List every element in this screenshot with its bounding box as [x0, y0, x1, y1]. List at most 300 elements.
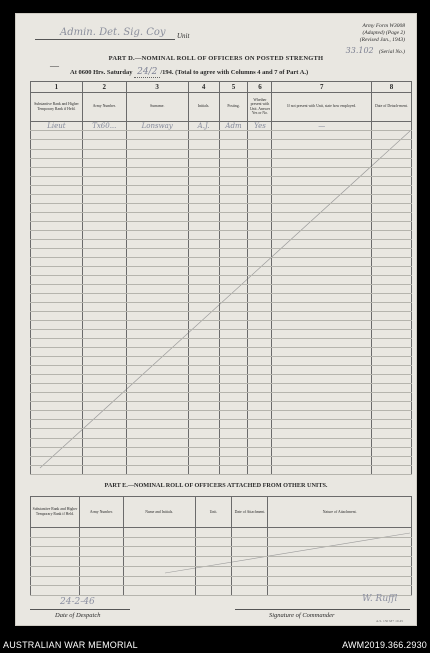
- blank-cell: [126, 330, 188, 339]
- blank-cell: [372, 167, 412, 176]
- blank-cell: [82, 257, 126, 266]
- blank-cell: [31, 312, 83, 321]
- blank-cell: [126, 321, 188, 330]
- blank-cell: [272, 185, 372, 194]
- blank-cell: [272, 375, 372, 384]
- blank-cell: [188, 330, 219, 339]
- blank-row: [31, 411, 412, 420]
- signature-line: [235, 609, 410, 610]
- blank-cell: [272, 330, 372, 339]
- blank-cell: [219, 230, 248, 239]
- blank-cell: [219, 312, 248, 321]
- blank-row: [31, 348, 412, 357]
- blank-cell: [126, 284, 188, 293]
- column-number: 8: [372, 82, 412, 93]
- blank-cell: [82, 294, 126, 303]
- blank-cell: [126, 230, 188, 239]
- surname-cell: Lonsway: [126, 121, 188, 130]
- blank-row: [31, 447, 412, 456]
- blank-cell: [31, 230, 83, 239]
- blank-cell: [82, 429, 126, 438]
- blank-cell: [82, 357, 126, 366]
- blank-cell: [268, 566, 412, 576]
- blank-cell: [219, 294, 248, 303]
- blank-cell: [188, 429, 219, 438]
- column-header-initials: Initials.: [188, 92, 219, 121]
- blank-cell: [188, 438, 219, 447]
- blank-cell: [79, 586, 123, 596]
- blank-cell: [31, 537, 80, 547]
- blank-cell: [31, 266, 83, 275]
- blank-cell: [248, 429, 272, 438]
- blank-cell: [188, 447, 219, 456]
- blank-cell: [372, 384, 412, 393]
- serial-label: (Serial No.): [379, 49, 405, 55]
- blank-cell: [219, 357, 248, 366]
- blank-cell: [31, 140, 83, 149]
- blank-cell: [272, 239, 372, 248]
- blank-cell: [219, 429, 248, 438]
- blank-cell: [82, 465, 126, 474]
- blank-cell: [188, 402, 219, 411]
- blank-cell: [248, 230, 272, 239]
- blank-cell: [219, 321, 248, 330]
- blank-cell: [219, 456, 248, 465]
- blank-cell: [188, 465, 219, 474]
- blank-row: [31, 465, 412, 474]
- blank-cell: [126, 366, 188, 375]
- blank-row: [31, 375, 412, 384]
- date-prefix: At 0600 Hrs. Saturday: [70, 69, 133, 76]
- column-header-unit: Unit.: [195, 497, 232, 528]
- blank-cell: [126, 294, 188, 303]
- blank-cell: [372, 402, 412, 411]
- blank-row: [31, 248, 412, 257]
- blank-cell: [31, 393, 83, 402]
- blank-row: [31, 537, 412, 547]
- blank-row: [31, 366, 412, 375]
- blank-cell: [272, 339, 372, 348]
- blank-cell: [248, 348, 272, 357]
- blank-cell: [188, 194, 219, 203]
- blank-cell: [31, 185, 83, 194]
- form-id-line: Army Form W3008: [362, 23, 405, 29]
- blank-cell: [372, 456, 412, 465]
- blank-cell: [372, 185, 412, 194]
- blank-cell: [126, 248, 188, 257]
- blank-row: [31, 194, 412, 203]
- roll-date-line: [70, 67, 308, 77]
- blank-cell: [188, 158, 219, 167]
- blank-cell: [372, 176, 412, 185]
- blank-cell: [82, 158, 126, 167]
- column-header-attachment-date: Date of Attachment.: [232, 497, 268, 528]
- column-number: 5: [219, 82, 248, 93]
- blank-cell: [372, 375, 412, 384]
- blank-cell: [126, 411, 188, 420]
- blank-cell: [248, 248, 272, 257]
- blank-cell: [126, 357, 188, 366]
- blank-cell: [248, 303, 272, 312]
- blank-cell: [126, 149, 188, 158]
- blank-cell: [31, 465, 83, 474]
- blank-cell: [31, 131, 83, 140]
- blank-cell: [31, 527, 80, 537]
- blank-cell: [272, 203, 372, 212]
- blank-cell: [219, 131, 248, 140]
- blank-cell: [248, 284, 272, 293]
- blank-cell: [79, 576, 123, 586]
- blank-cell: [372, 357, 412, 366]
- blank-cell: [188, 366, 219, 375]
- blank-cell: [248, 321, 272, 330]
- blank-cell: [248, 393, 272, 402]
- blank-cell: [82, 330, 126, 339]
- blank-cell: [82, 248, 126, 257]
- blank-cell: [82, 194, 126, 203]
- blank-cell: [31, 348, 83, 357]
- column-header-surname: Surname.: [126, 92, 188, 121]
- blank-cell: [31, 420, 83, 429]
- blank-cell: [272, 348, 372, 357]
- blank-cell: [188, 230, 219, 239]
- blank-cell: [372, 230, 412, 239]
- blank-cell: [272, 266, 372, 275]
- blank-cell: [272, 294, 372, 303]
- blank-row: [31, 339, 412, 348]
- blank-cell: [31, 176, 83, 185]
- blank-cell: [272, 149, 372, 158]
- blank-cell: [82, 185, 126, 194]
- blank-cell: [188, 348, 219, 357]
- blank-cell: [219, 447, 248, 456]
- part-e-blank-rows: [31, 527, 412, 595]
- blank-cell: [82, 393, 126, 402]
- blank-cell: [31, 456, 83, 465]
- blank-cell: [272, 312, 372, 321]
- column-number: 2: [82, 82, 126, 93]
- blank-cell: [123, 576, 195, 586]
- blank-cell: [248, 257, 272, 266]
- blank-cell: [372, 339, 412, 348]
- blank-cell: [82, 438, 126, 447]
- blank-cell: [219, 239, 248, 248]
- blank-row: [31, 393, 412, 402]
- serial-number: [346, 46, 405, 55]
- blank-cell: [219, 266, 248, 275]
- blank-cell: [31, 149, 83, 158]
- blank-cell: [232, 537, 268, 547]
- blank-cell: [272, 194, 372, 203]
- blank-cell: [372, 303, 412, 312]
- blank-cell: [272, 303, 372, 312]
- blank-cell: [31, 321, 83, 330]
- column-number: 4: [188, 82, 219, 93]
- blank-cell: [123, 557, 195, 567]
- blank-row: [31, 312, 412, 321]
- blank-row: [31, 330, 412, 339]
- blank-cell: [188, 393, 219, 402]
- blank-cell: [126, 194, 188, 203]
- blank-cell: [372, 366, 412, 375]
- part-d-title: PART D.—NOMINAL ROLL OF OFFICERS ON POSTED STRENGTH: [108, 55, 324, 62]
- blank-cell: [82, 212, 126, 221]
- rank-cell: Lieut: [31, 121, 83, 130]
- blank-cell: [188, 284, 219, 293]
- column-header-row: [31, 92, 412, 121]
- blank-cell: [372, 321, 412, 330]
- blank-row: [31, 158, 412, 167]
- blank-cell: [219, 402, 248, 411]
- blank-cell: [248, 176, 272, 185]
- blank-cell: [31, 339, 83, 348]
- blank-cell: [219, 185, 248, 194]
- blank-cell: [195, 527, 232, 537]
- blank-cell: [248, 212, 272, 221]
- blank-cell: [188, 167, 219, 176]
- blank-cell: [126, 275, 188, 284]
- blank-cell: [268, 576, 412, 586]
- blank-cell: [126, 429, 188, 438]
- blank-cell: [123, 586, 195, 596]
- army-number-cell: Tx60...: [82, 121, 126, 130]
- blank-cell: [31, 284, 83, 293]
- blank-cell: [372, 203, 412, 212]
- blank-row: [31, 438, 412, 447]
- blank-cell: [126, 456, 188, 465]
- part-e-title: PART E.—NOMINAL ROLL OF OFFICERS ATTACHED FROM OTHER UNITS.: [104, 482, 328, 489]
- blank-cell: [219, 366, 248, 375]
- blank-cell: [188, 212, 219, 221]
- part-d-blank-rows: [31, 131, 412, 475]
- present-cell: Yes: [248, 121, 272, 130]
- blank-cell: [188, 357, 219, 366]
- blank-cell: [31, 438, 83, 447]
- blank-cell: [248, 375, 272, 384]
- blank-cell: [272, 248, 372, 257]
- blank-row: [31, 185, 412, 194]
- dash-mark: —: [50, 61, 59, 71]
- blank-cell: [79, 566, 123, 576]
- blank-cell: [248, 465, 272, 474]
- column-number-row: [31, 82, 412, 93]
- blank-cell: [126, 239, 188, 248]
- blank-cell: [372, 447, 412, 456]
- blank-cell: [188, 266, 219, 275]
- blank-cell: [248, 456, 272, 465]
- blank-cell: [126, 185, 188, 194]
- blank-cell: [82, 176, 126, 185]
- printer-imprint: A.S. 150 M+ 10.45: [375, 619, 403, 623]
- blank-cell: [126, 221, 188, 230]
- blank-row: [31, 140, 412, 149]
- blank-cell: [248, 312, 272, 321]
- blank-cell: [248, 411, 272, 420]
- blank-row: [31, 275, 412, 284]
- blank-cell: [372, 140, 412, 149]
- column-header-name: Name and Initials.: [123, 497, 195, 528]
- blank-cell: [123, 527, 195, 537]
- part-e-table: [30, 496, 412, 596]
- blank-cell: [248, 339, 272, 348]
- blank-cell: [268, 547, 412, 557]
- blank-cell: [219, 158, 248, 167]
- blank-cell: [272, 158, 372, 167]
- column-number: 6: [248, 82, 272, 93]
- blank-cell: [219, 194, 248, 203]
- blank-cell: [82, 239, 126, 248]
- blank-row: [31, 566, 412, 576]
- column-header-army-number: Army Number.: [79, 497, 123, 528]
- blank-cell: [268, 537, 412, 547]
- blank-row: [31, 547, 412, 557]
- blank-cell: [31, 239, 83, 248]
- blank-cell: [272, 447, 372, 456]
- blank-cell: [219, 411, 248, 420]
- blank-cell: [248, 140, 272, 149]
- blank-row: [31, 284, 412, 293]
- blank-row: [31, 221, 412, 230]
- blank-cell: [272, 429, 372, 438]
- part-d-table: [30, 81, 412, 475]
- blank-cell: [188, 411, 219, 420]
- blank-cell: [79, 557, 123, 567]
- blank-cell: [82, 402, 126, 411]
- blank-cell: [219, 393, 248, 402]
- blank-cell: [272, 465, 372, 474]
- blank-cell: [126, 203, 188, 212]
- column-number: 3: [126, 82, 188, 93]
- blank-cell: [188, 321, 219, 330]
- blank-cell: [82, 131, 126, 140]
- blank-cell: [31, 357, 83, 366]
- blank-row: [31, 257, 412, 266]
- blank-cell: [188, 275, 219, 284]
- blank-cell: [372, 429, 412, 438]
- date-handwriting: 24/2: [134, 67, 160, 78]
- blank-cell: [248, 357, 272, 366]
- blank-row: [31, 321, 412, 330]
- blank-cell: [79, 527, 123, 537]
- blank-cell: [272, 284, 372, 293]
- blank-cell: [126, 266, 188, 275]
- blank-row: [31, 131, 412, 140]
- blank-cell: [31, 194, 83, 203]
- blank-cell: [82, 266, 126, 275]
- blank-cell: [272, 456, 372, 465]
- blank-cell: [372, 149, 412, 158]
- blank-cell: [272, 176, 372, 185]
- blank-cell: [372, 438, 412, 447]
- blank-cell: [126, 131, 188, 140]
- blank-cell: [372, 158, 412, 167]
- blank-cell: [82, 284, 126, 293]
- blank-cell: [195, 557, 232, 567]
- blank-cell: [232, 527, 268, 537]
- column-header-detachment-date: Date of Detach-ment.: [372, 92, 412, 121]
- blank-cell: [372, 294, 412, 303]
- blank-cell: [272, 384, 372, 393]
- date-year: /194: [160, 69, 172, 76]
- blank-cell: [188, 384, 219, 393]
- blank-row: [31, 303, 412, 312]
- blank-cell: [272, 366, 372, 375]
- despatch-date-handwriting: 24-2-46: [60, 597, 95, 607]
- blank-cell: [126, 447, 188, 456]
- blank-cell: [188, 375, 219, 384]
- blank-cell: [372, 239, 412, 248]
- blank-cell: [126, 375, 188, 384]
- blank-row: [31, 402, 412, 411]
- form-sheet: [15, 13, 417, 626]
- blank-cell: [188, 140, 219, 149]
- blank-cell: [31, 330, 83, 339]
- blank-row: [31, 149, 412, 158]
- blank-cell: [31, 366, 83, 375]
- blank-cell: [248, 167, 272, 176]
- blank-cell: [82, 140, 126, 149]
- column-header-rank: Substantive Rank and Higher Temporary Rank if Held.: [31, 497, 80, 528]
- serial-handwriting: 33.102: [345, 46, 374, 55]
- blank-cell: [188, 303, 219, 312]
- column-number: 7: [272, 82, 372, 93]
- column-header-row: [31, 497, 412, 528]
- initials-cell: A.J.: [188, 121, 219, 130]
- blank-row: [31, 420, 412, 429]
- blank-cell: [268, 557, 412, 567]
- blank-cell: [248, 275, 272, 284]
- blank-cell: [31, 294, 83, 303]
- blank-cell: [372, 194, 412, 203]
- blank-cell: [126, 438, 188, 447]
- despatch-label: Date of Despatch: [55, 612, 101, 619]
- blank-cell: [272, 212, 372, 221]
- blank-cell: [219, 330, 248, 339]
- blank-cell: [219, 149, 248, 158]
- blank-cell: [272, 438, 372, 447]
- blank-cell: [82, 321, 126, 330]
- commander-label: Signature of Commander: [269, 612, 335, 619]
- blank-cell: [248, 438, 272, 447]
- blank-cell: [31, 384, 83, 393]
- blank-cell: [219, 438, 248, 447]
- blank-cell: [82, 348, 126, 357]
- blank-cell: [188, 176, 219, 185]
- blank-cell: [372, 330, 412, 339]
- blank-cell: [31, 221, 83, 230]
- column-number: 1: [31, 82, 83, 93]
- blank-cell: [272, 393, 372, 402]
- form-id-line: (Adapted) (Page 2): [362, 30, 405, 36]
- employment-cell: —: [272, 121, 372, 130]
- blank-cell: [126, 402, 188, 411]
- blank-cell: [126, 384, 188, 393]
- blank-cell: [372, 284, 412, 293]
- form-identifier: [360, 23, 405, 44]
- archive-caption: AUSTRALIAN WAR MEMORIAL: [3, 640, 138, 650]
- blank-cell: [248, 330, 272, 339]
- blank-cell: [126, 212, 188, 221]
- blank-row: [31, 576, 412, 586]
- blank-cell: [219, 348, 248, 357]
- blank-cell: [188, 149, 219, 158]
- blank-cell: [219, 465, 248, 474]
- blank-row: [31, 212, 412, 221]
- blank-cell: [372, 131, 412, 140]
- blank-row: [31, 429, 412, 438]
- blank-row: [31, 167, 412, 176]
- blank-cell: [195, 566, 232, 576]
